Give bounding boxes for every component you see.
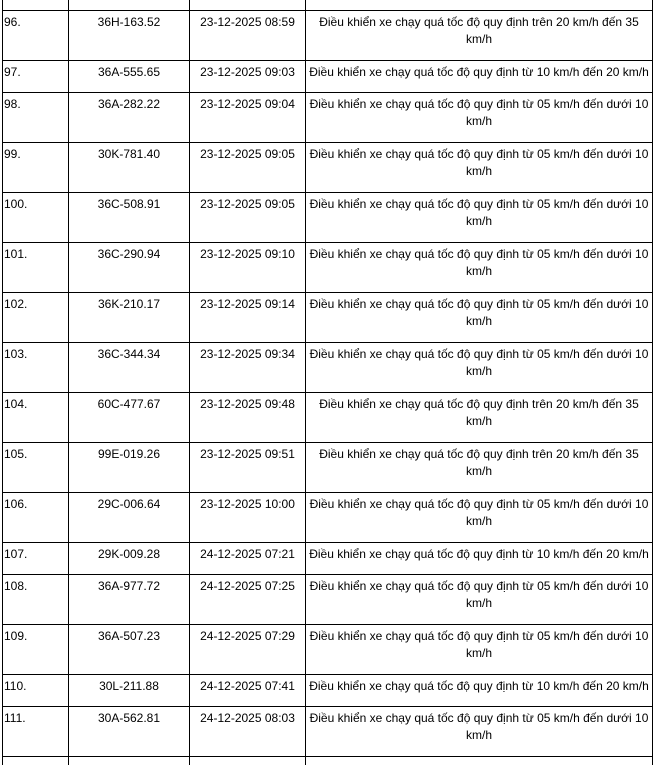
violation-description-cell: Điều khiển xe chạy quá tốc độ quy định trên 20 km/h đến 35 km/h: [306, 442, 653, 492]
violation-time-cell: 24-12-2025 07:25: [190, 574, 306, 624]
license-plate-cell: 29C-006.64: [69, 492, 190, 542]
row-number-cell: 106.: [3, 492, 69, 542]
violation-description-cell: Điều khiển xe chạy quá tốc độ quy định từ 10 km/h đến 20 km/h: [306, 542, 653, 574]
violation-description-cell: Điều khiển xe chạy quá tốc độ quy định từ 05 km/h đến dưới 10 km/h: [306, 574, 653, 624]
license-plate-cell: 36K-210.17: [69, 292, 190, 342]
row-number-cell: 98.: [3, 92, 69, 142]
table-row: [3, 492, 653, 542]
row-number-cell: 96.: [3, 10, 69, 60]
violation-description-cell: Điều khiển xe chạy quá tốc độ quy định từ 05 km/h đến dưới 10 km/h: [306, 492, 653, 542]
violations-table-body: [3, 0, 653, 765]
license-plate-cell: 36A-282.22: [69, 92, 190, 142]
violation-description-cell: Điều khiển xe chạy quá tốc độ quy định từ 05 km/h đến dưới 10 km/h: [306, 292, 653, 342]
violation-description-cell: Điều khiển xe chạy quá tốc độ quy định từ 05 km/h đến dưới 10 km/h: [306, 92, 653, 142]
table-row: [3, 542, 653, 574]
table-row: [3, 242, 653, 292]
license-plate-cell: 36C-344.34: [69, 342, 190, 392]
license-plate-cell: [69, 0, 190, 10]
row-number-cell: 108.: [3, 574, 69, 624]
violation-description-cell: Điều khiển xe chạy quá tốc độ quy định từ 05 km/h đến dưới 10 km/h: [306, 242, 653, 292]
table-row: [3, 10, 653, 60]
row-number-cell: 109.: [3, 624, 69, 674]
violation-time-cell: 23-12-2025 09:04: [190, 92, 306, 142]
violation-description-cell: Điều khiển xe chạy quá tốc độ quy định trên 20 km/h đến 35 km/h: [306, 10, 653, 60]
violation-time-cell: 23-12-2025 09:51: [190, 442, 306, 492]
row-number-cell: [3, 0, 69, 10]
license-plate-cell: 36A-977.72: [69, 574, 190, 624]
table-row: [3, 706, 653, 756]
violation-description-cell: Điều khiển xe chạy quá tốc độ quy định từ 05 km/h đến dưới 10 km/h: [306, 342, 653, 392]
table-row: [3, 442, 653, 492]
violation-time-cell: 23-12-2025 09:14: [190, 292, 306, 342]
license-plate-cell: 29K-009.28: [69, 542, 190, 574]
table-row: [3, 192, 653, 242]
license-plate-cell: 60C-477.67: [69, 392, 190, 442]
row-number-cell: 105.: [3, 442, 69, 492]
license-plate-cell: 36H-163.52: [69, 10, 190, 60]
violation-time-cell: [190, 0, 306, 10]
row-number-cell: 102.: [3, 292, 69, 342]
violation-time-cell: 24-12-2025 08:03: [190, 706, 306, 756]
row-number-cell: 107.: [3, 542, 69, 574]
license-plate-cell: [69, 756, 190, 765]
table-row-partial-top: [3, 0, 653, 10]
license-plate-cell: 36A-507.23: [69, 624, 190, 674]
violation-description-cell: Điều khiển xe chạy quá tốc độ quy định từ 05 km/h đến dưới 10 km/h: [306, 706, 653, 756]
table-row: [3, 292, 653, 342]
violation-time-cell: 24-12-2025 07:41: [190, 674, 306, 706]
license-plate-cell: 36C-290.94: [69, 242, 190, 292]
row-number-cell: 103.: [3, 342, 69, 392]
violation-time-cell: 23-12-2025 09:05: [190, 192, 306, 242]
table-row: [3, 92, 653, 142]
table-row: [3, 392, 653, 442]
violation-description-cell: Điều khiển xe chạy quá tốc độ quy định từ 10 km/h đến 20 km/h: [306, 60, 653, 92]
violation-time-cell: 23-12-2025 09:34: [190, 342, 306, 392]
violation-description-cell: Điều khiển xe chạy quá tốc độ quy định từ 10 km/h đến 20 km/h: [306, 674, 653, 706]
violation-description-cell: Điều khiển xe chạy quá tốc độ quy định từ 05 km/h đến dưới 10 km/h: [306, 142, 653, 192]
table-row: [3, 624, 653, 674]
license-plate-cell: 30A-562.81: [69, 706, 190, 756]
row-number-cell: 104.: [3, 392, 69, 442]
violation-time-cell: 24-12-2025 07:29: [190, 624, 306, 674]
license-plate-cell: 30K-781.40: [69, 142, 190, 192]
row-number-cell: 101.: [3, 242, 69, 292]
violation-description-cell: [306, 756, 653, 765]
violation-time-cell: 23-12-2025 09:03: [190, 60, 306, 92]
license-plate-cell: 99E-019.26: [69, 442, 190, 492]
violation-time-cell: 23-12-2025 09:05: [190, 142, 306, 192]
row-number-cell: 110.: [3, 674, 69, 706]
violation-description-cell: Điều khiển xe chạy quá tốc độ quy định từ 05 km/h đến dưới 10 km/h: [306, 624, 653, 674]
row-number-cell: 99.: [3, 142, 69, 192]
violation-time-cell: 23-12-2025 10:00: [190, 492, 306, 542]
violation-description-cell: Điều khiển xe chạy quá tốc độ quy định trên 20 km/h đến 35 km/h: [306, 392, 653, 442]
violation-time-cell: 23-12-2025 08:59: [190, 10, 306, 60]
license-plate-cell: 30L-211.88: [69, 674, 190, 706]
table-row: [3, 574, 653, 624]
violation-time-cell: 24-12-2025 07:21: [190, 542, 306, 574]
row-number-cell: 100.: [3, 192, 69, 242]
license-plate-cell: 36A-555.65: [69, 60, 190, 92]
violation-time-cell: 23-12-2025 09:48: [190, 392, 306, 442]
table-row: [3, 674, 653, 706]
violation-description-cell: Điều khiển xe chạy quá tốc độ quy định từ 05 km/h đến dưới 10 km/h: [306, 192, 653, 242]
row-number-cell: 97.: [3, 60, 69, 92]
row-number-cell: 111.: [3, 706, 69, 756]
violation-time-cell: [190, 756, 306, 765]
violations-table: [2, 0, 653, 765]
violation-description-cell: [306, 0, 653, 10]
table-row: [3, 60, 653, 92]
license-plate-cell: 36C-508.91: [69, 192, 190, 242]
table-row-partial-bottom: [3, 756, 653, 765]
table-row: [3, 142, 653, 192]
table-row: [3, 342, 653, 392]
row-number-cell: [3, 756, 69, 765]
violation-time-cell: 23-12-2025 09:10: [190, 242, 306, 292]
